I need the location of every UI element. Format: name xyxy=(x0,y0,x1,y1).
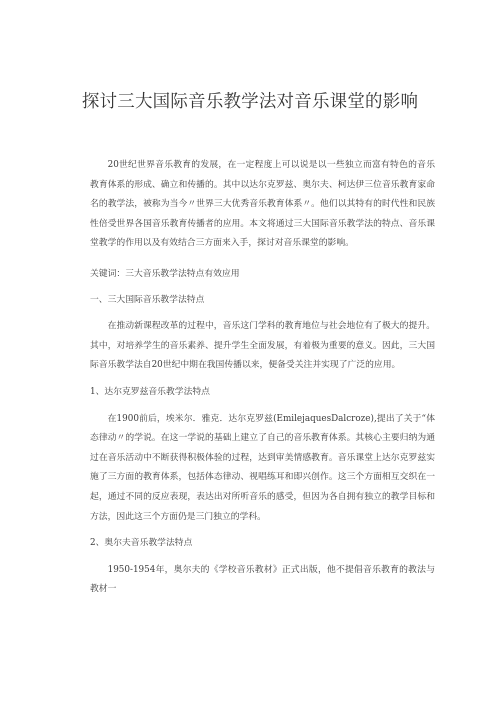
document-body xyxy=(90,156,435,600)
section-1-heading: 一、三大国际音乐教学法特点 xyxy=(90,294,205,305)
abstract-paragraph: 20世纪世界音乐教育的发展，在一定程度上可以说是以一些独立而富有特色的音乐教育体系的形成、确立和传播的。其中以达尔克罗兹、奥尔夫、柯达伊三位音乐教育家命名的教学法，被称为当今〃世界三大优秀音乐教育体系〃。他们以其特有的时代性和民族性倍受世界各国音乐教育传播者的应用。本文将通过三大国际音乐教学法的特点、音乐课堂教学的作用以及有效结合三方面来入手，探讨对音乐课堂的影响。 xyxy=(90,160,435,249)
subsection-2-heading: 2、奥尔夫音乐教学法特点 xyxy=(90,538,193,549)
section-1-paragraph: 在推动新课程改革的过程中，音乐这门学科的教育地位与社会地位有了极大的提升。其中，对培养学生的音乐素养、提升学生全面发展，有着极为重要的意义。因此，三大国际音乐教学法自20世纪中期在我国传播以来，便备受关注并实现了广泛的应用。 xyxy=(90,321,435,371)
subsection-1-heading: 1、达尔克罗兹音乐教学法特点 xyxy=(90,386,210,397)
document-title: 探讨三大国际音乐教学法对音乐课堂的影响 xyxy=(81,92,419,112)
subsection-2-paragraph: 1950-1954年，奥尔夫的《学校音乐教材》正式出版，他不提倡音乐教育的教法与教材一 xyxy=(90,564,435,595)
keywords-line: 关键词：三大音乐教学法特点有效应用 xyxy=(90,268,240,279)
subsection-1-paragraph: 在1900前后，埃米尔．雅克．达尔克罗兹(EmilejaquesDalcroze),提出了关于“体态律动〃的学说。在这一学说的基础上建立了自己的音乐教育体系。其核心主要归纳为通过在音乐活动中不断获得积极体验的过程，达到审美情感教育。音乐课堂上达尔克罗兹实施了三方面的教育体系，包括体态律动、视唱练耳和即兴创作。这三个方面相互交织在一起，通过不同的反应表现，表达出对所听音乐的感受，但因为各自拥有独立的教学目标和方法，因此这三个方面仍是三门独立的学科。 xyxy=(90,413,435,522)
